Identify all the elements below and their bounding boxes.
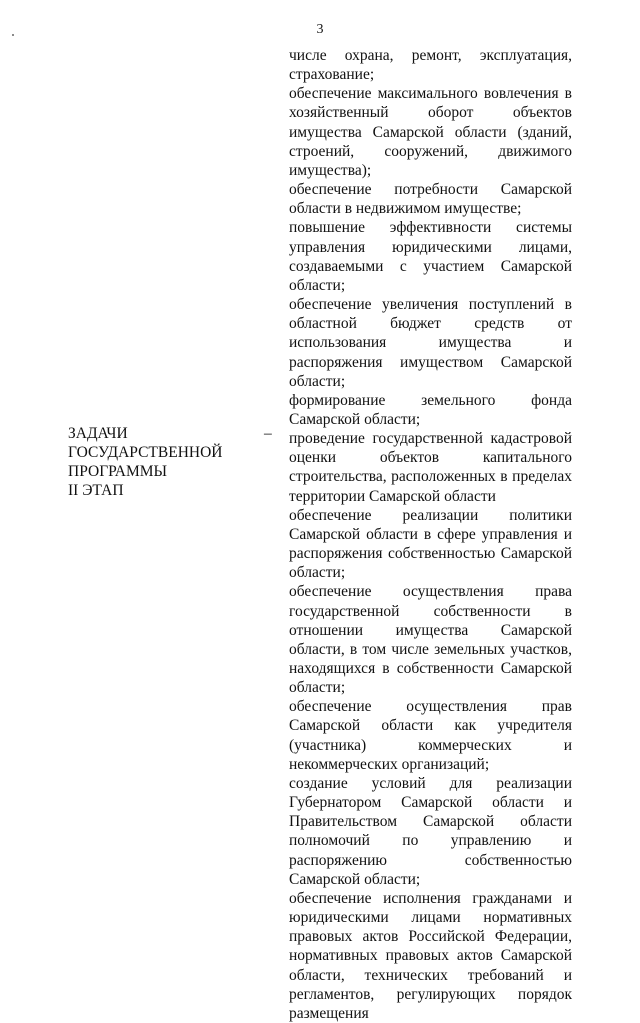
page-number: 3 <box>316 22 324 37</box>
section-heading: ЗАДАЧИ ГОСУДАРСТВЕННОЙ ПРОГРАММЫ II ЭТАП <box>68 425 223 499</box>
heading-dash: – <box>264 425 272 442</box>
task-paragraph: числе охрана, ремонт, эксплуатация, страхование; <box>289 47 572 84</box>
task-paragraph: обеспечение исполнения гражданами и юридическими лицами нормативных правовых актов Российской Федерации, нормативных правовых актов Самарской области, технических требований и регламентов, регулирующих порядок размещения <box>289 889 572 1022</box>
task-paragraph: проведение государственной кадастровой оценки объектов капитального строительства, расположенных в пределах территории Самарской области <box>289 430 572 505</box>
task-paragraph: обеспечение осуществления права государственной собственности в отношении имущества Самарской области, в том числе земельных участков, находящихся в собственности Самарской области; <box>289 583 572 697</box>
task-list <box>289 46 572 1023</box>
task-paragraph: обеспечение максимального вовлечения в хозяйственный оборот объектов имущества Самарской области (зданий, строений, сооружений, движимого имущества); <box>289 85 572 179</box>
task-paragraph: обеспечение потребности Самарской области в недвижимом имуществе; <box>289 181 572 218</box>
scan-speck <box>12 34 14 36</box>
task-paragraph: обеспечение осуществления прав Самарской области как учредителя (участника) коммерческих и некоммерческих организаций; <box>289 698 572 773</box>
task-paragraph: обеспечение реализации политики Самарской области в сфере управления и распоряжения собственностью Самарской области; <box>289 506 572 582</box>
task-paragraph: создание условий для реализации Губернатором Самарской области и Правительством Самарской области полномочий по управлению и распоряжению собственностью Самарской области; <box>289 774 572 888</box>
task-paragraph: повышение эффективности системы управления юридическими лицами, создаваемыми с участием Самарской области; <box>289 219 572 294</box>
task-paragraph: формирование земельного фонда Самарской области; <box>289 391 572 428</box>
task-paragraph: обеспечение увеличения поступлений в областной бюджет средств от использования имущества и распоряжения имуществом Самарской области; <box>289 296 572 390</box>
